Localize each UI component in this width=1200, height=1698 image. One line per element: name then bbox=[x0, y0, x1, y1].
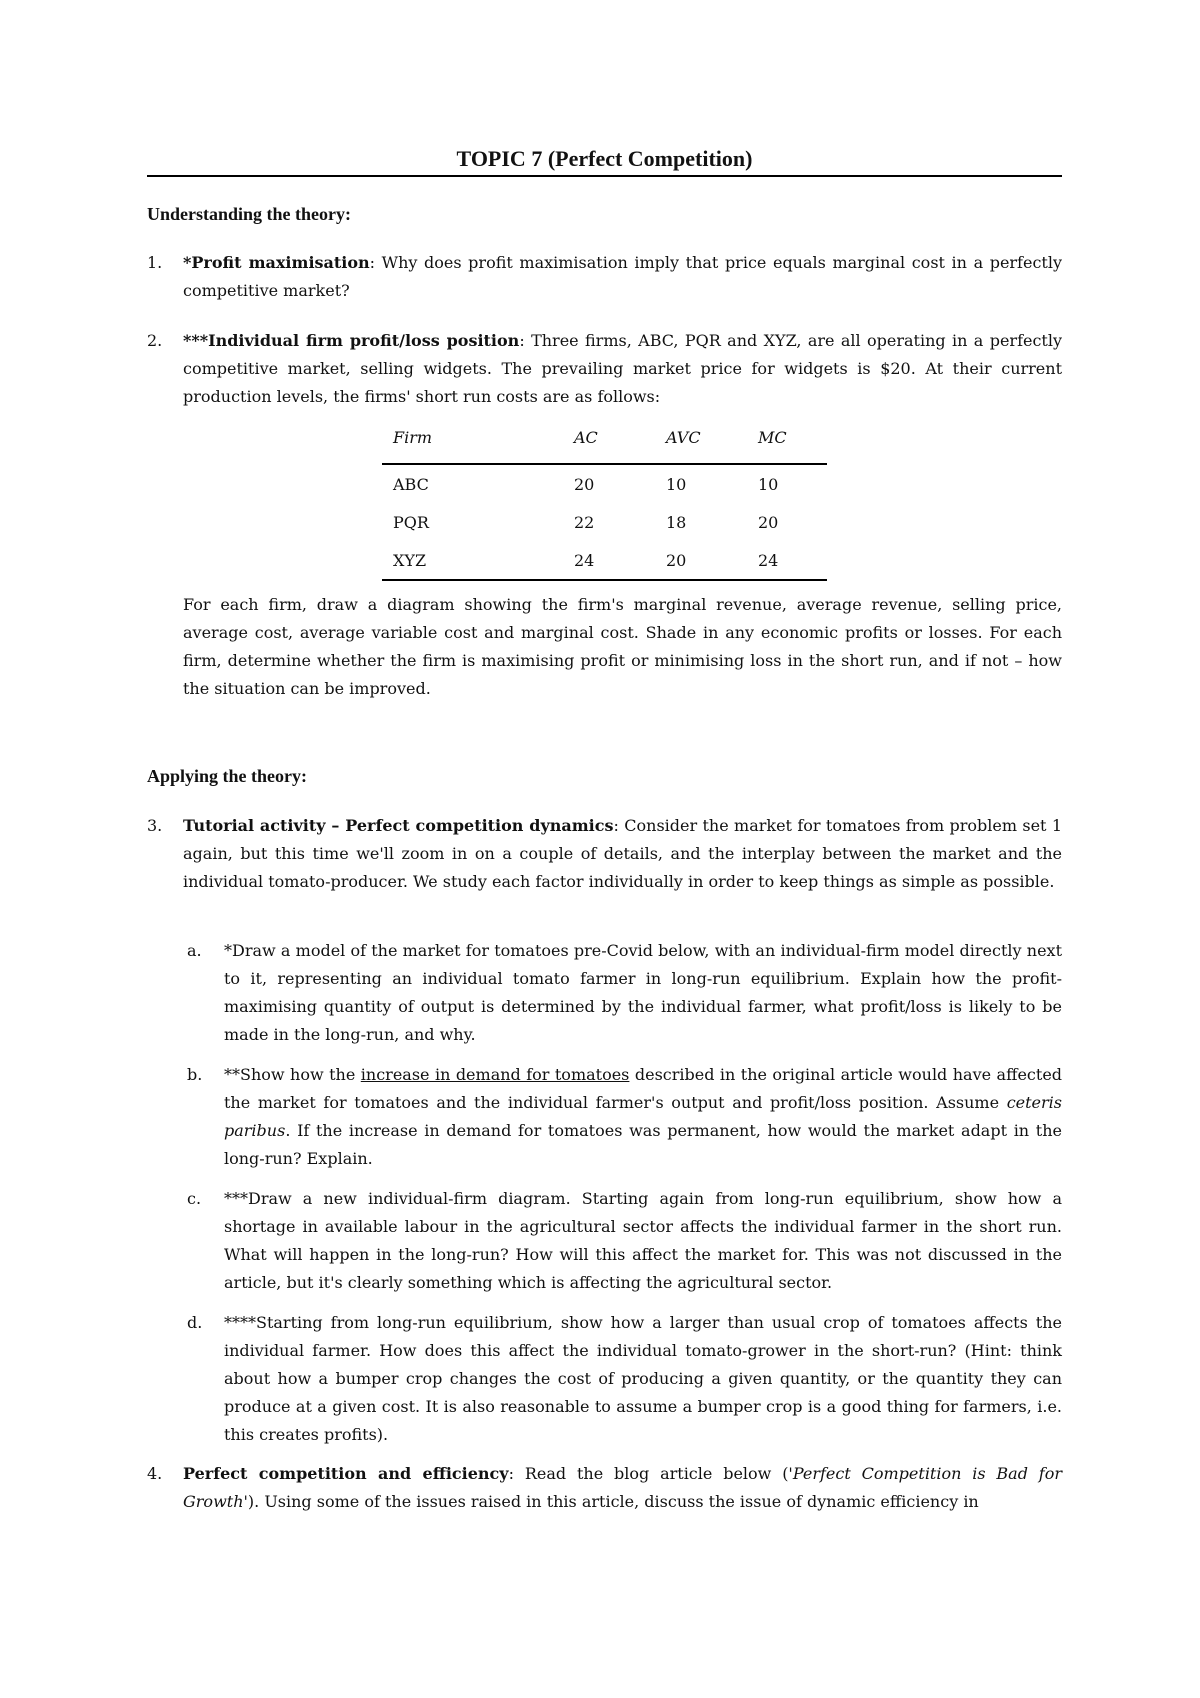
section-heading-applying: Applying the theory: bbox=[147, 766, 308, 786]
subquestion-text: . If the increase in demand for tomatoes was permanent, how would the market adapt in the long-run? Explain. bbox=[224, 1121, 1062, 1168]
subquestion-letter: b. bbox=[187, 1065, 203, 1084]
table-cell: 20 bbox=[758, 512, 779, 532]
table-row bbox=[382, 503, 827, 541]
subquestion-letter: a. bbox=[187, 941, 202, 960]
question-text: : Consider the market for tomatoes from problem set 1 again, but this time we'll zoom in on a couple of details, and the interplay between the market and the individual tomato-producer. We study each factor individually in order to keep things as simple as possible. bbox=[183, 816, 1062, 891]
column-header: Firm bbox=[393, 427, 433, 447]
table-header-row bbox=[382, 420, 827, 464]
table-cell: 20 bbox=[666, 550, 687, 570]
question-lead: Perfect competition and efficiency bbox=[183, 1464, 509, 1483]
question-text: '). Using some of the issues raised in this article, discuss the issue of dynamic efficiency in bbox=[243, 1492, 979, 1511]
question-text: : Read the blog article below (' bbox=[508, 1464, 793, 1483]
table-cell: 22 bbox=[574, 512, 595, 532]
column-header: AC bbox=[574, 427, 598, 447]
table-cell: 18 bbox=[666, 512, 687, 532]
question-lead: *Profit maximisation bbox=[183, 253, 370, 272]
question-2 bbox=[147, 327, 1062, 411]
section-heading-understanding: Understanding the theory: bbox=[147, 204, 352, 224]
question-text: : Three firms, ABC, PQR and XYZ, are all operating in a perfectly competitive market, selling widgets. The prevailing market price for widgets is $20. At their current production levels, the firms' short run costs are as follows: bbox=[183, 331, 1063, 406]
question-3a bbox=[183, 937, 1062, 1049]
subquestion-text: *Draw a model of the market for tomatoes pre-Covid below, with an individual-firm model directly next to it, representing an individual tomato farmer in long-run equilibrium. Explain how the profit-maximising quantity of output is determined by the individual farmer, what profit/loss is likely to be made in the long-run, and why. bbox=[224, 941, 1062, 1044]
question-number: 3. bbox=[147, 816, 163, 835]
subquestion-text: **Show how the bbox=[224, 1065, 361, 1084]
table-cell: 24 bbox=[574, 550, 595, 570]
table-cell: PQR bbox=[393, 512, 429, 532]
title-rule bbox=[147, 175, 1062, 177]
table-cell: ABC bbox=[393, 474, 429, 494]
question-number: 2. bbox=[147, 331, 163, 350]
question-number: 1. bbox=[147, 253, 163, 272]
italic-phrase: Perfect Competition is Bad for Growth bbox=[183, 1464, 1063, 1511]
table-cell: 10 bbox=[758, 474, 779, 494]
question-3b bbox=[183, 1061, 1062, 1173]
italic-phrase: ceteris paribus bbox=[224, 1093, 1062, 1140]
question-1 bbox=[147, 249, 1062, 305]
table-cell: 10 bbox=[666, 474, 687, 494]
table-row bbox=[382, 541, 827, 580]
page-title: TOPIC 7 (Perfect Competition) bbox=[456, 146, 753, 171]
question-3d bbox=[183, 1309, 1062, 1449]
subquestion-letter: d. bbox=[187, 1313, 203, 1332]
question-4 bbox=[147, 1460, 1062, 1516]
underlined-phrase: increase in demand for tomatoes bbox=[360, 1065, 630, 1084]
table-cell: 24 bbox=[758, 550, 779, 570]
subquestion-text: ***Draw a new individual-firm diagram. Starting again from long-run equilibrium, show how a shortage in available labour in the agricultural sector affects the individual farmer in the short run. What will happen in the long-run? How will this affect the market for. This was not discussed in the article, but it's clearly something which is affecting the agricultural sector. bbox=[224, 1189, 1062, 1292]
table-row bbox=[382, 464, 827, 503]
column-header: MC bbox=[758, 427, 787, 447]
question-lead: Tutorial activity – Perfect competition dynamics bbox=[183, 816, 614, 835]
question-3 bbox=[147, 812, 1062, 896]
subquestion-text: ****Starting from long-run equilibrium, show how a larger than usual crop of tomatoes affects the individual farmer. How does this affect the individual tomato-grower in the short-run? (Hint: think about how a bumper crop changes the cost of producing a given quantity, or the quantity they can produce at a given cost. It is also reasonable to assume a bumper crop is a good thing for farmers, i.e. this creates profits). bbox=[224, 1313, 1062, 1444]
question-3c bbox=[183, 1185, 1062, 1297]
question-number: 4. bbox=[147, 1464, 163, 1483]
question-lead: ***Individual firm profit/loss position bbox=[183, 331, 520, 350]
question-2-instructions: For each firm, draw a diagram showing the firm's marginal revenue, average revenue, selling price, average cost, average variable cost and marginal cost. Shade in any economic profits or losses. For each firm, determine whether the firm is maximising profit or minimising loss in the short run, and if not – how the situation can be improved. bbox=[183, 595, 1062, 698]
column-header: AVC bbox=[666, 427, 701, 447]
subquestion-text: described in the original article would have affected the market for tomatoes and the individual farmer's output and profit/loss position. Assume bbox=[224, 1065, 1063, 1112]
table-cell: 20 bbox=[574, 474, 595, 494]
question-text: : Why does profit maximisation imply that price equals marginal cost in a perfectly competitive market? bbox=[183, 253, 1062, 300]
subquestion-letter: c. bbox=[187, 1189, 202, 1208]
firm-cost-table bbox=[382, 420, 827, 581]
table-cell: XYZ bbox=[393, 550, 427, 570]
